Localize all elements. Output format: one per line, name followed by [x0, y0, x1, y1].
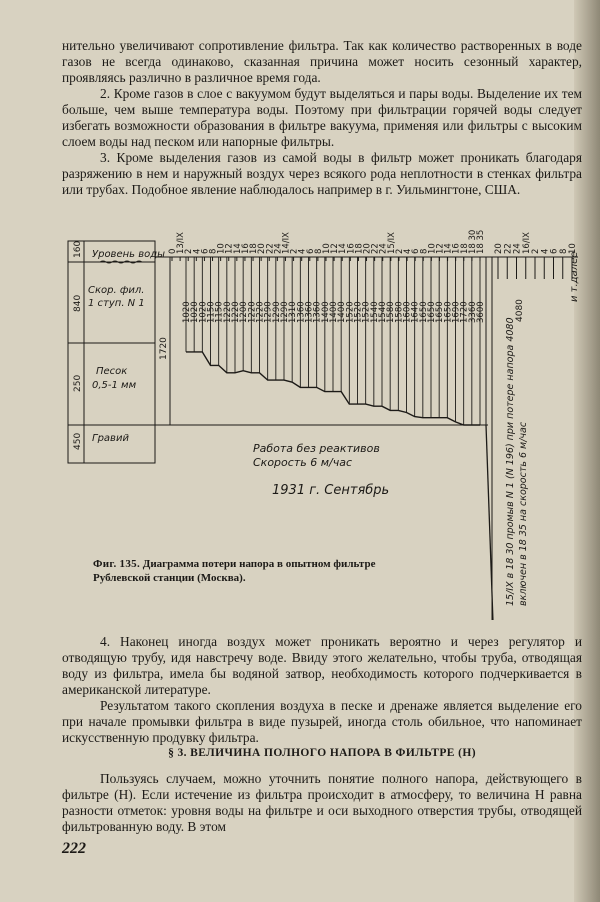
loss-value-label: 1540: [369, 301, 380, 323]
loss-value-label: 1400: [320, 301, 331, 323]
loss-value-label: 1360: [312, 301, 323, 323]
note-wash-2: включен в 18 35 на скорость 6 м/час: [518, 421, 529, 606]
time-tick-label: 6: [549, 248, 560, 254]
time-tick-label: 24: [273, 243, 284, 254]
loss-value-label: 1520: [361, 301, 372, 323]
loss-value-label: 1720: [459, 301, 470, 323]
loss-value-label: 1020: [182, 301, 192, 323]
time-tick-label: 14: [338, 243, 349, 254]
filter-layer-column: [68, 241, 155, 463]
loss-value-label: 1400: [337, 301, 348, 323]
loss-value-label: 1600: [402, 301, 413, 323]
time-tick-label: 13/IX: [176, 231, 187, 254]
time-tick-label: 4: [297, 248, 308, 254]
time-tick-label: 8: [313, 248, 324, 254]
layer-label-filter-1: Скор. фил.: [88, 285, 145, 296]
note-date: 1931 г. Сентябрь: [272, 483, 390, 498]
time-tick-label: 12: [224, 243, 235, 254]
time-tick-label: 4: [540, 248, 551, 254]
time-tick-label: 12: [330, 243, 341, 254]
thickness-filter: 840: [73, 294, 83, 312]
time-tick-label: 22: [265, 243, 276, 254]
loss-value-label: 1150: [214, 301, 225, 323]
paragraph-2: 2. Кроме газов в слое с вакуумом будут выделяться и пары воды. Выделение их тем больше, чем выше температура воды. Поэтому при фильтрации горячей воды следует избегать возможности образования в фильтре вакуума, применяя или фильтры с высоким слоем воды над песком или напорные фильтры.: [62, 86, 582, 149]
loss-value-label: 1580: [394, 301, 405, 323]
time-tick-label: 16: [346, 243, 357, 254]
time-tick-label: 24: [378, 243, 389, 254]
loss-value-label: 1640: [410, 301, 421, 323]
time-tick-label: 20: [257, 243, 268, 254]
depth-label: 1720: [159, 337, 169, 360]
time-tick-label: 4: [403, 248, 414, 254]
paragraph-5: Результатом такого скопления воздуха в песке и дренаже является выделение его при начале промывки фильтра в виде пузырей, иногда столь обильное, что напоминает искусственную продувку фильтра.: [62, 698, 582, 745]
time-tick-label: 6: [200, 248, 211, 254]
time-tick-label: 6: [305, 248, 316, 254]
loss-value-label: 1520: [353, 301, 364, 323]
time-tick-label: 18: [459, 243, 470, 254]
layer-label-water: Уровень воды: [92, 249, 166, 260]
time-tick-labels-day16: [494, 232, 578, 279]
time-tick-labels: [168, 230, 486, 261]
paragraph-continuation: нительно увеличивают сопротивление фильтра. Так как количество растворенных в воде газов не всегда одинаково, сказанная причина может носить сезонный характер, проявляясь различно в различное время года.: [62, 38, 582, 85]
time-tick-label: 2: [289, 248, 300, 254]
time-tick-label: 2: [184, 248, 195, 254]
time-tick-label: 2: [531, 248, 541, 254]
section-title: § 3. ВЕЛИЧИНА ПОЛНОГО НАПОРА В ФИЛЬТРЕ (Н): [168, 747, 476, 759]
loss-value-label: 1220: [255, 301, 266, 323]
loss-value-label: 1690: [451, 301, 462, 323]
time-tick-label: 18: [249, 243, 260, 254]
loss-value-label: 1200: [239, 301, 250, 323]
loss-value-label: 1220: [231, 301, 241, 323]
time-tick-label: 10: [427, 243, 438, 254]
loss-value-label: 1220: [222, 301, 233, 323]
paragraph-6: Пользуясь случаем, можно уточнить понятие полного напора, действующего в фильтре (Н). Если истечение из фильтра происходит в атмосферу, то величина Н равна разности отметок: уровня воды на фильтре и оси выходного отверстия трубы, отводящей фильтрованную воду. В этом: [62, 771, 582, 834]
note-wash-1: 15/IX в 18 30 промыв N 1 (N 196) при потере напора 4080: [505, 317, 516, 606]
layer-label-gravel: Гравий: [92, 433, 129, 444]
loss-value-label: 1360: [304, 301, 315, 323]
time-tick-label: 20: [362, 243, 373, 254]
time-tick-label: 2: [394, 248, 405, 254]
time-tick-label: 16: [240, 243, 251, 254]
time-tick-label: 8: [208, 248, 219, 254]
note-speed: Скорость 6 м/час: [253, 456, 352, 469]
thickness-sand: 250: [73, 374, 83, 392]
loss-value-label: 1310: [288, 301, 299, 323]
note-work-without-reagents: Работа без реактивов: [253, 442, 380, 455]
time-tick-label: 14: [232, 243, 243, 254]
loss-value-label: 1020: [198, 301, 209, 323]
loss-value-label: 1650: [443, 301, 454, 323]
paragraph-4: 4. Наконец иногда воздух может проникать вероятно и через регулятор и отводящую трубу, идя навстречу воде. Ввиду этого желательно, чтобы труба, отводящая воду из фильтра, имела бы водяной затвор, необходимость которого подчеркивается в американской литературе.: [62, 634, 582, 697]
loss-value-label: 1020: [190, 301, 201, 323]
loss-value-label: 1540: [378, 301, 388, 323]
time-tick-label: 4: [192, 248, 203, 254]
page-number: 222: [62, 840, 86, 857]
layer-label-filter-2: 1 ступ. N 1: [88, 298, 145, 309]
time-tick-label: 10: [322, 243, 332, 254]
time-tick-label: 15/IX: [386, 231, 397, 254]
caption-text: Диаграмма потери напора в опытном фильтре Рублевской станции (Москва).: [93, 558, 376, 584]
time-tick-label: 14/IX: [281, 231, 292, 254]
loss-value-label: 1290: [280, 301, 290, 323]
time-tick-label: 18: [354, 243, 365, 254]
time-tick-label: 0: [168, 248, 178, 254]
time-tick-label: 16/IX: [521, 231, 532, 254]
thickness-water: 160: [73, 240, 83, 258]
time-tick-label: 10: [568, 243, 578, 254]
loss-value-label: 1580: [386, 301, 397, 323]
time-tick-label: 24: [512, 243, 523, 254]
loss-value-label: 1650: [418, 301, 429, 323]
loss-value-label: 1360: [296, 301, 307, 323]
loss-value-label: 3360: [467, 301, 478, 323]
loss-value-label: 1150: [206, 301, 217, 323]
note-and-further: и т.далее: [569, 251, 580, 302]
loss-value-labels: [182, 301, 486, 323]
loss-value-label: 1220: [247, 301, 258, 323]
time-tick-label: 14: [443, 243, 454, 254]
time-tick-label: 12: [435, 243, 446, 254]
time-tick-label: 10: [216, 243, 227, 254]
time-tick-label: 18 30: [467, 229, 478, 254]
paragraph-3: 3. Кроме выделения газов из самой воды в фильтр может проникать благодаря разряжению в нем и наружный воздух через всякого рода неплотности в стенках фильтра или трубах. Подобное явление наблюдалось например в г. Уильмингтоне, США.: [62, 150, 582, 197]
loss-value-label: 1400: [329, 301, 339, 323]
loss-value-label: 1650: [435, 301, 446, 323]
time-tick-label: 18 35: [476, 229, 486, 254]
time-tick-label: 20: [494, 243, 504, 254]
caption-label: Фиг. 135.: [93, 558, 140, 570]
time-tick-label: 8: [558, 248, 569, 254]
after-wash-value: 4080: [515, 299, 525, 322]
figure-caption: [93, 557, 423, 585]
time-tick-label: 6: [411, 248, 422, 254]
layer-label-sand-1: Песок: [96, 366, 128, 377]
layer-label-sand-2: 0,5-1 мм: [92, 380, 137, 391]
loss-value-label: 1520: [345, 301, 356, 323]
thickness-gravel: 450: [73, 432, 83, 450]
loss-bars-group: [186, 257, 480, 425]
loss-value-label: 1290: [263, 301, 274, 323]
loss-value-label: 1650: [427, 301, 437, 323]
time-tick-label: 22: [503, 243, 514, 254]
time-tick-label: 16: [451, 243, 462, 254]
loss-value-label: 1290: [271, 301, 282, 323]
time-tick-label: 22: [370, 243, 381, 254]
time-tick-label: 8: [419, 248, 430, 254]
loss-value-label: 3600: [476, 301, 486, 323]
